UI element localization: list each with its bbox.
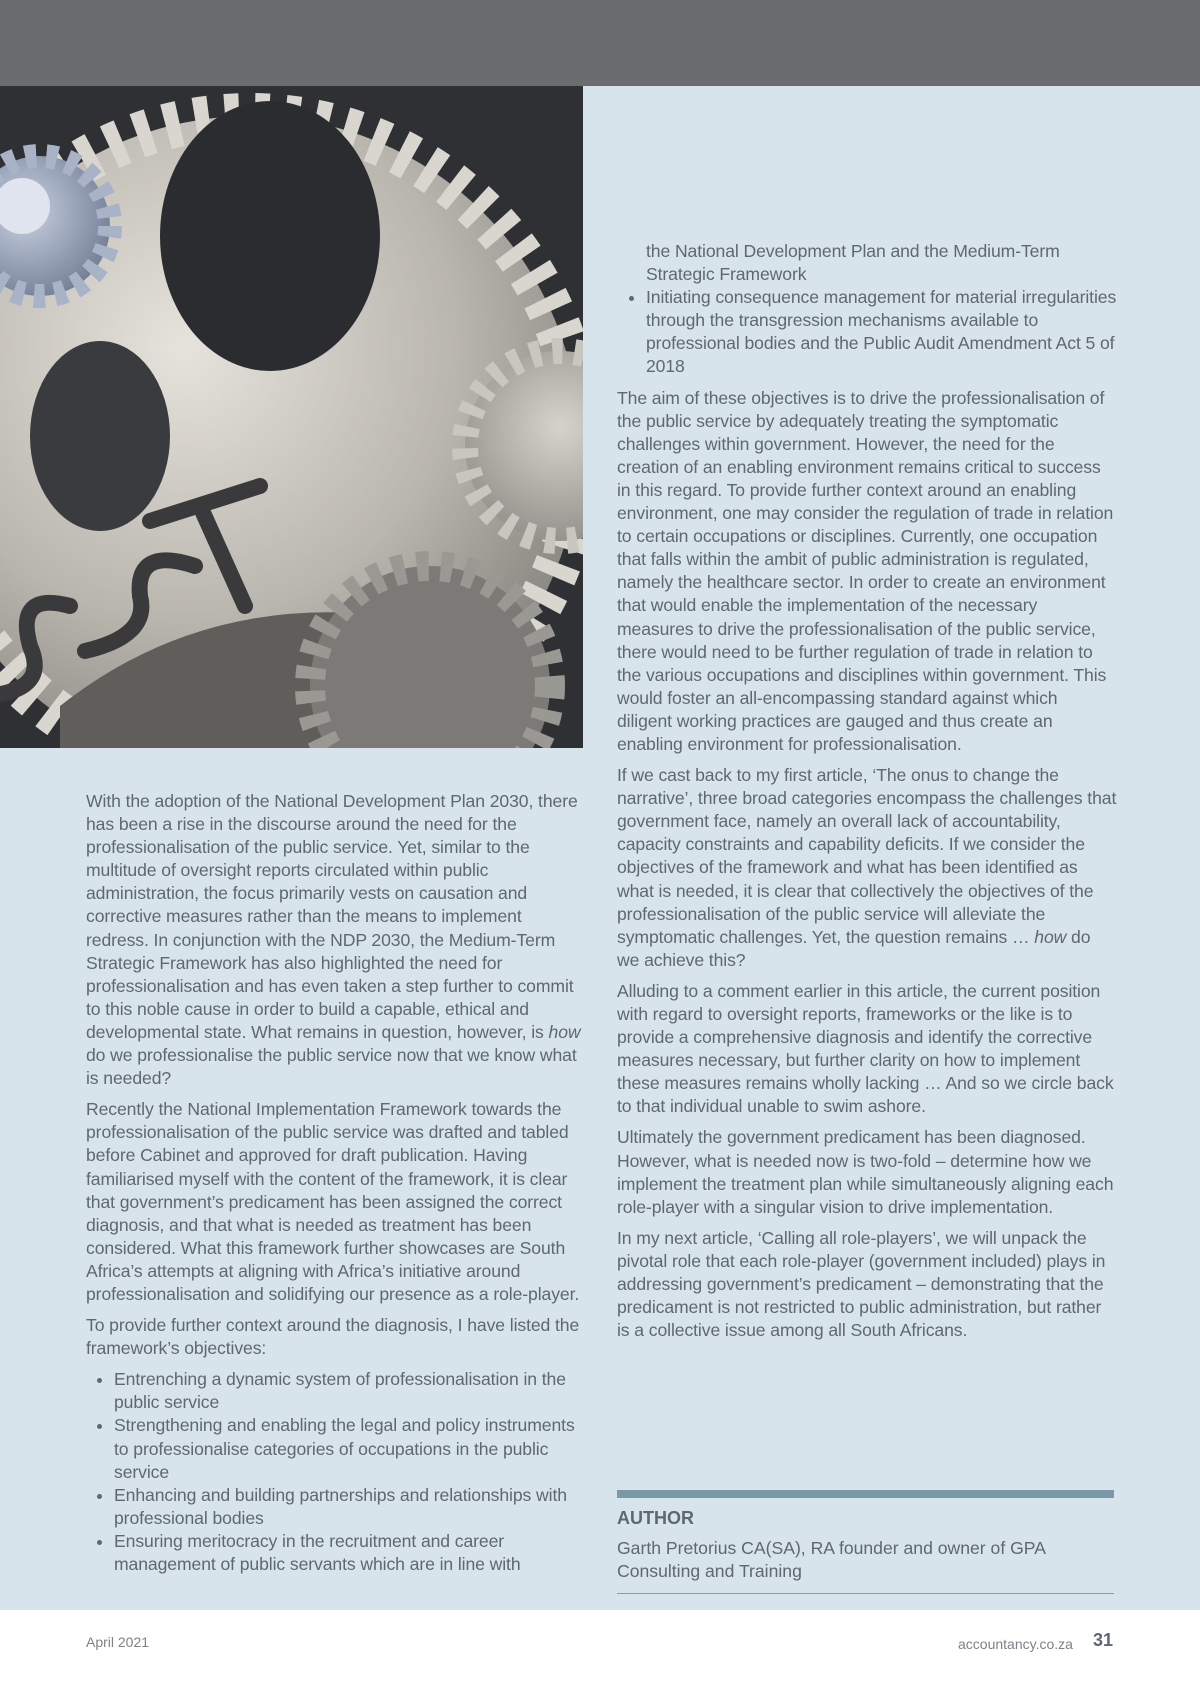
list-item-continuation: the National Development Plan and the Medium-Term Strategic Framework: [646, 241, 1060, 285]
list-item: • Initiating consequence management for material irregularities through the transgression mechanisms available to professional bodies and the Public Audit Amendment Act 5 of 2018: [646, 286, 1117, 378]
left-paragraph-3: To provide further context around the diagnosis, I have listed the framework’s objectives:: [86, 1315, 580, 1359]
right-paragraph-3: Alluding to a comment earlier in this article, the current position with regard to oversight reports, frameworks or the like is to provide a comprehensive diagnosis and identify the corrective measures necessary, but further clarity on how to implement these measures remains wholly lacking … And so we circle back to that individual unable to swim ashore.: [617, 980, 1114, 1117]
footer-date: April 2021: [86, 1634, 150, 1650]
author-divider: [617, 1490, 1114, 1498]
list-item: • Entrenching a dynamic system of professionalisation in the public service: [114, 1368, 586, 1414]
right-paragraph-4: Ultimately the government predicament has been diagnosed. However, what is needed now is two-fold – determine how we implement the treatment plan while simultaneously aligning each role-player with a singular vision to drive implementation.: [617, 1127, 1114, 1217]
right-paragraph-5: In my next article, ‘Calling all role-players’, we will unpack the pivotal role that each role-player (government included) plays in addressing government’s predicament – demonstrating that the predicament is not restricted to public administration, but rather is a collective issue among all South Africans.: [617, 1227, 1106, 1341]
gears-photo: [0, 86, 583, 748]
right-paragraph-1: The aim of these objectives is to drive the professionalisation of the public service by adequately treating the symptomatic challenges within government. However, the need for the creation of an enabling environment remains critical to success in this regard. To provide further context around an enabling environment, one may consider the regulation of trade in relation to certain occupations or disciplines. Currently, one occupation that falls within the ambit of public administration is regulated, namely the healthcare sector. In order to create an environment that would enable the implementation of the necessary measures to drive the professionalisation of the public service, there would need to be further regulation of trade in relation to the various occupations and disciplines within government. This would foster an all-encompassing standard against which diligent working practices are gauged and thus create an enabling environment for professionalisation.: [617, 387, 1114, 754]
author-heading: AUTHOR: [617, 1508, 694, 1528]
page-number: 31: [1093, 1630, 1114, 1650]
left-column: [86, 790, 586, 1584]
list-item: • Ensuring meritocracy in the recruitment and career management of public servants which are in line with: [114, 1530, 586, 1576]
objectives-list-continued: [617, 240, 1117, 286]
objectives-list: [86, 1368, 586, 1576]
left-paragraph-1: With the adoption of the National Development Plan 2030, there has been a rise in the discourse around the need for the professionalisation of the public service. Yet, similar to the multitude of oversight reports circulated within public administration, the focus primarily vests on causation and corrective measures rather than the means to implement redress. In conjunction with the NDP 2030, the Medium-Term Strategic Framework has also highlighted the need for professionalisation and has even taken a step further to commit to this noble cause in order to build a capable, ethical and developmental state. What remains in question, however, is how do we professionalise the public service now that we know what is needed?: [86, 791, 581, 1089]
list-item: • Strengthening and enabling the legal and policy instruments to professionalise categories of occupations in the public service: [114, 1414, 586, 1483]
list-item: • Enhancing and building partnerships and relationships with professional bodies: [114, 1484, 586, 1530]
right-paragraph-2: If we cast back to my first article, ‘The onus to change the narrative’, three broad categories encompass the challenges that government face, namely an overall lack of accountability, capacity constraints and capability deficits. If we consider the objectives of the framework and what has been identified as what is needed, it is clear that collectively the objectives of the professionalisation of the public service will alleviate the symptomatic challenges. Yet, the question remains … how do we achieve this?: [617, 765, 1117, 970]
right-column: [617, 240, 1117, 1350]
top-bar: [0, 0, 1200, 86]
objectives-list-end: [617, 286, 1117, 378]
footer-site: accountancy.co.za: [958, 1636, 1073, 1652]
left-paragraph-2: Recently the National Implementation Framework towards the professionalisation of the public service was drafted and tabled before Cabinet and approved for draft publication. Having familiarised myself with the content of the framework, it is clear that government’s predicament has been assigned the correct diagnosis, and that what is needed as treatment has been considered. What this framework further showcases are South Africa’s attempts at aligning with Africa’s initiative around professionalisation and solidifying our presence as a role-player.: [86, 1099, 580, 1304]
author-bio: Garth Pretorius CA(SA), RA founder and owner of GPA Consulting and Training: [617, 1538, 1045, 1581]
author-bottom-divider: [617, 1593, 1114, 1594]
